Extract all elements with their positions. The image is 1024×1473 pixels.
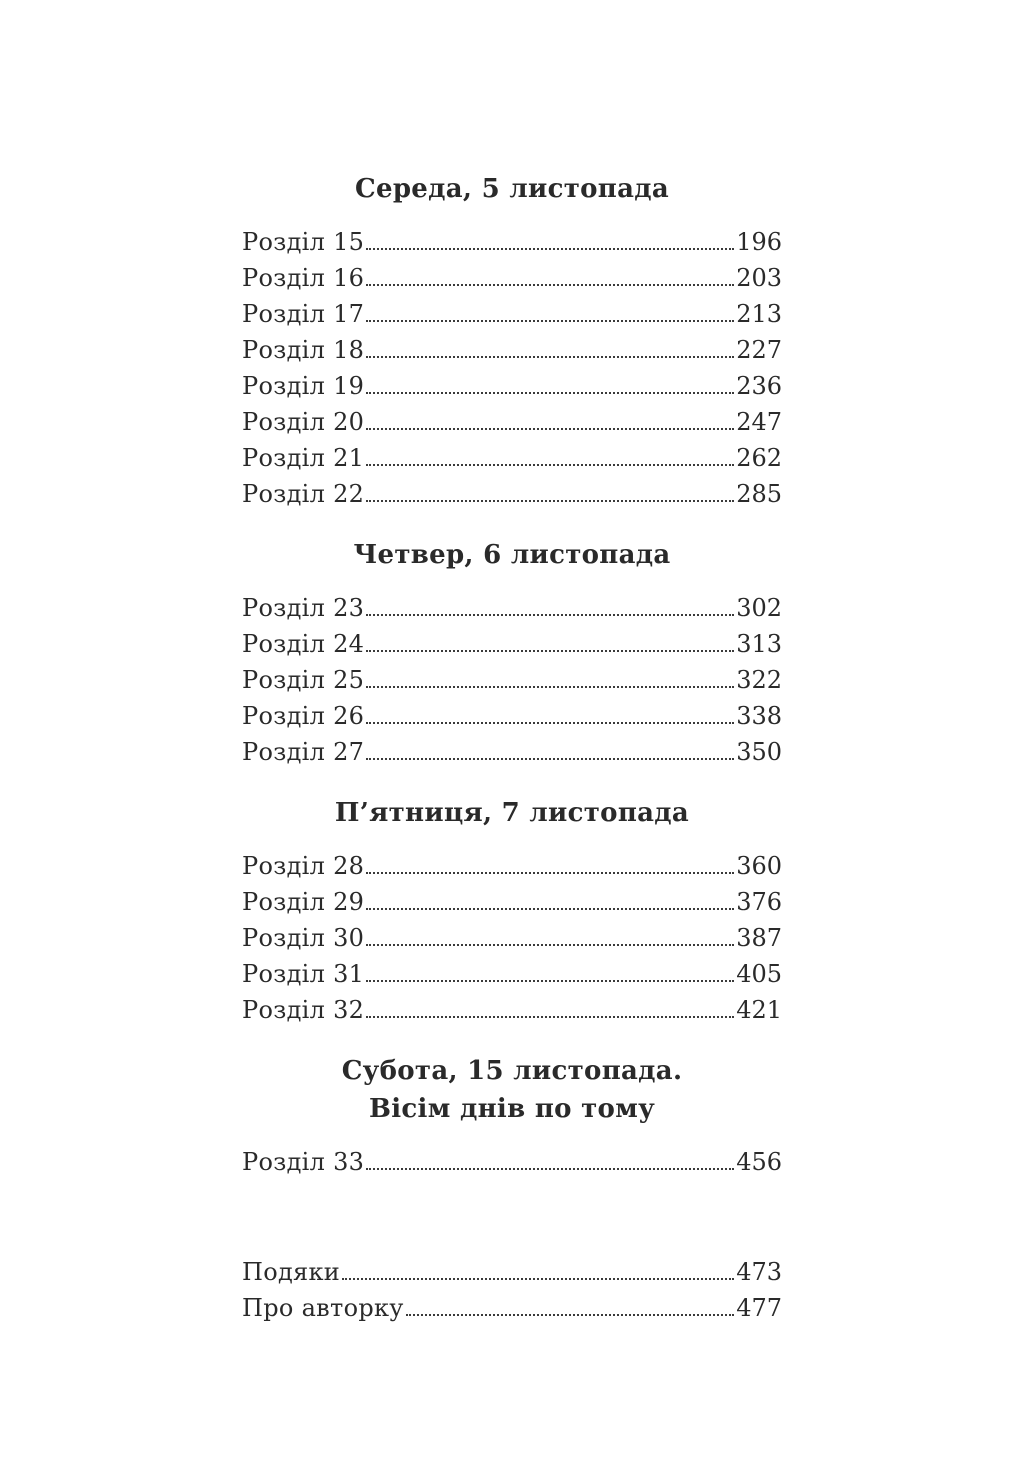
dot-leader xyxy=(366,320,734,322)
toc-entry[interactable] xyxy=(242,590,782,626)
dot-leader xyxy=(366,500,734,502)
entry-page-number: 477 xyxy=(736,1294,782,1322)
toc-section xyxy=(242,794,782,1028)
dot-leader xyxy=(366,686,734,688)
toc-entry[interactable] xyxy=(242,626,782,662)
toc-entry[interactable] xyxy=(242,476,782,512)
dot-leader xyxy=(366,614,734,616)
entry-page-number: 387 xyxy=(736,924,782,952)
entry-label: Розділ 25 xyxy=(242,666,365,694)
entry-page-number: 247 xyxy=(736,408,782,436)
toc-entry[interactable] xyxy=(242,332,782,368)
entry-label: Розділ 23 xyxy=(242,594,365,622)
entry-page-number: 313 xyxy=(736,630,782,658)
section-title-line: П’ятниця, 7 листопада xyxy=(334,798,690,828)
section-title-line: Вісім днів по тому xyxy=(368,1094,656,1124)
entry-label: Розділ 15 xyxy=(242,228,365,256)
entry-label: Розділ 32 xyxy=(242,996,365,1024)
dot-leader xyxy=(366,1016,734,1018)
section-title-line: Середа, 5 листопада xyxy=(354,174,670,204)
dot-leader xyxy=(366,1168,734,1170)
toc-section xyxy=(242,170,782,512)
entry-label: Розділ 29 xyxy=(242,888,365,916)
toc-section xyxy=(242,536,782,770)
toc-entry[interactable] xyxy=(242,992,782,1028)
entry-label: Подяки xyxy=(242,1258,341,1286)
entry-label: Розділ 33 xyxy=(242,1148,365,1176)
toc-entry[interactable] xyxy=(242,296,782,332)
entry-label: Розділ 22 xyxy=(242,480,365,508)
dot-leader xyxy=(406,1314,734,1316)
entry-page-number: 360 xyxy=(736,852,782,880)
toc-entries xyxy=(242,848,782,1028)
dot-leader xyxy=(366,908,734,910)
entry-page-number: 405 xyxy=(736,960,782,988)
entry-page-number: 350 xyxy=(736,738,782,766)
toc-entry[interactable] xyxy=(242,224,782,260)
dot-leader xyxy=(366,872,734,874)
dot-leader xyxy=(366,944,734,946)
entry-label: Розділ 24 xyxy=(242,630,365,658)
dot-leader xyxy=(366,284,734,286)
toc-entry[interactable] xyxy=(242,848,782,884)
section-title xyxy=(242,1052,782,1128)
entry-label: Розділ 20 xyxy=(242,408,365,436)
toc-entry[interactable] xyxy=(242,440,782,476)
toc-entry[interactable] xyxy=(242,920,782,956)
dot-leader xyxy=(366,980,734,982)
dot-leader xyxy=(366,722,734,724)
toc-section xyxy=(242,1052,782,1180)
entry-page-number: 376 xyxy=(736,888,782,916)
dot-leader xyxy=(366,758,734,760)
entry-label: Розділ 16 xyxy=(242,264,365,292)
entry-page-number: 227 xyxy=(736,336,782,364)
dot-leader xyxy=(342,1278,734,1280)
dot-leader xyxy=(366,650,734,652)
toc-entry[interactable] xyxy=(242,734,782,770)
dot-leader xyxy=(366,392,734,394)
section-title xyxy=(242,794,782,832)
entry-label: Розділ 27 xyxy=(242,738,365,766)
toc-entries xyxy=(242,224,782,512)
entry-page-number: 421 xyxy=(736,996,782,1024)
entry-label: Розділ 19 xyxy=(242,372,365,400)
toc-entry[interactable] xyxy=(242,260,782,296)
dot-leader xyxy=(366,428,734,430)
toc-entry[interactable] xyxy=(242,368,782,404)
entry-label: Розділ 21 xyxy=(242,444,365,472)
toc-entry[interactable] xyxy=(242,698,782,734)
entry-page-number: 285 xyxy=(736,480,782,508)
entry-page-number: 473 xyxy=(736,1258,782,1286)
table-of-contents xyxy=(242,170,782,1326)
toc-entry-about-author[interactable] xyxy=(242,1290,782,1326)
toc-entry[interactable] xyxy=(242,1144,782,1180)
toc-entry[interactable] xyxy=(242,404,782,440)
entry-page-number: 236 xyxy=(736,372,782,400)
entry-page-number: 456 xyxy=(736,1148,782,1176)
entry-label: Розділ 30 xyxy=(242,924,365,952)
entry-page-number: 302 xyxy=(736,594,782,622)
toc-entry-acknowledgements[interactable] xyxy=(242,1254,782,1290)
dot-leader xyxy=(366,464,734,466)
dot-leader xyxy=(366,248,734,250)
entry-label: Розділ 17 xyxy=(242,300,365,328)
toc-entries xyxy=(242,590,782,770)
entry-page-number: 196 xyxy=(736,228,782,256)
entry-page-number: 213 xyxy=(736,300,782,328)
dot-leader xyxy=(366,356,734,358)
section-title xyxy=(242,536,782,574)
entry-label: Розділ 18 xyxy=(242,336,365,364)
entry-page-number: 322 xyxy=(736,666,782,694)
entry-label: Розділ 28 xyxy=(242,852,365,880)
toc-entries xyxy=(242,1144,782,1180)
section-title-line: Субота, 15 листопада. xyxy=(341,1056,683,1086)
toc-extras xyxy=(242,1254,782,1326)
entry-label: Розділ 26 xyxy=(242,702,365,730)
entry-page-number: 262 xyxy=(736,444,782,472)
entry-label: Розділ 31 xyxy=(242,960,365,988)
entry-page-number: 338 xyxy=(736,702,782,730)
section-title-line: Четвер, 6 листопада xyxy=(353,540,671,570)
toc-entry[interactable] xyxy=(242,956,782,992)
entry-label: Про авторку xyxy=(242,1294,404,1322)
toc-entry[interactable] xyxy=(242,662,782,698)
section-title xyxy=(242,170,782,208)
entry-page-number: 203 xyxy=(736,264,782,292)
toc-entry[interactable] xyxy=(242,884,782,920)
